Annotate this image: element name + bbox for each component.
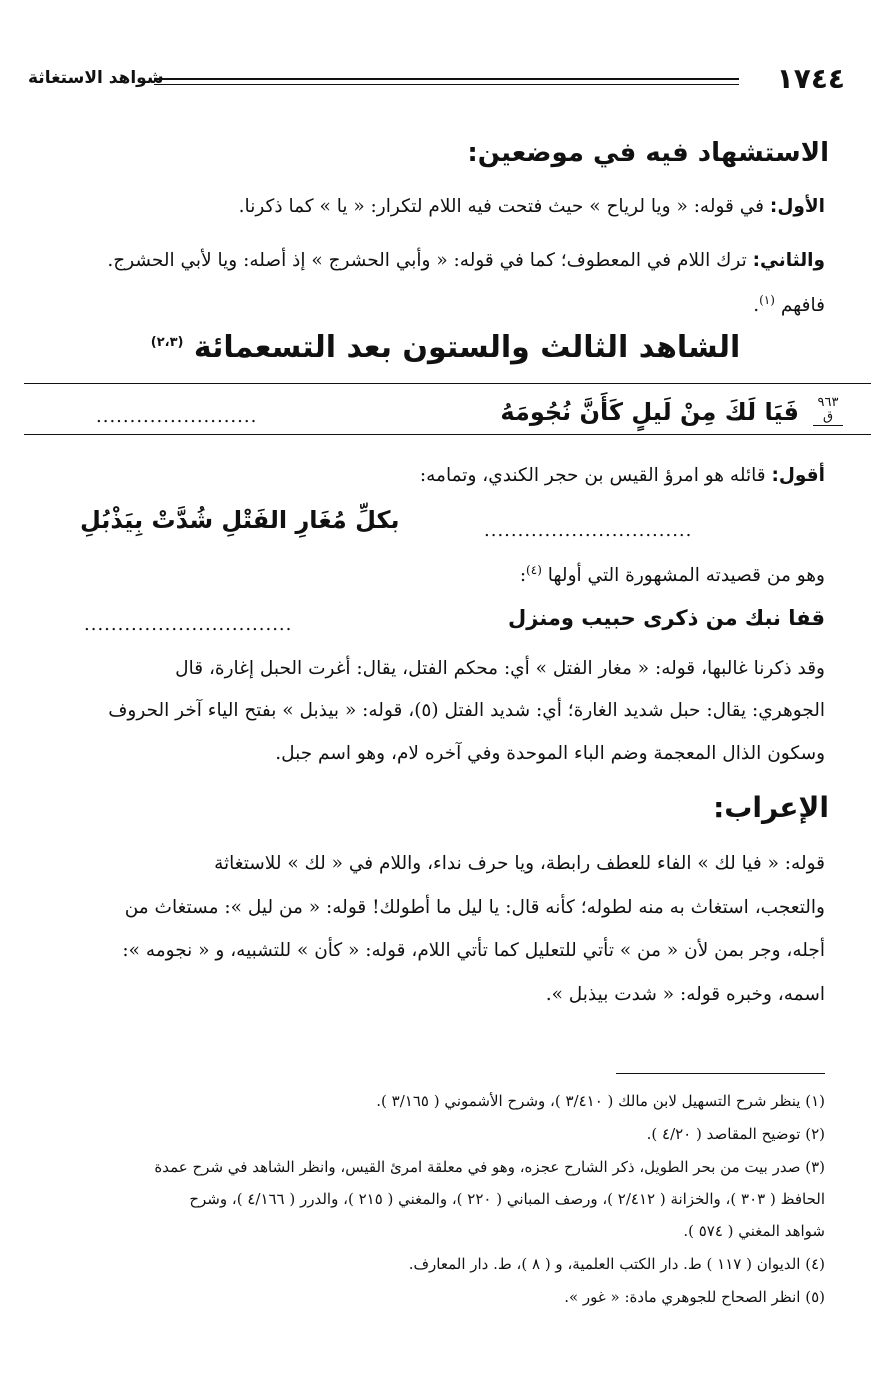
footnote-4: (٤) الديوان ( ١١٧ ) ط. دار الكتب العلمية، و ( ٨ )، ط. دار المعارف. [408, 1255, 825, 1273]
header-rule [154, 78, 739, 85]
poem-intro [50, 561, 825, 590]
verse-number-bottom: ق [822, 409, 834, 425]
footnote-rule [616, 1073, 825, 1074]
second-point [50, 247, 825, 275]
footnote-3-end: شواهد المغني ( ٥٧٤ ). [683, 1222, 825, 1240]
footnote-3: (٣) صدر بيت من بحر الطويل، ذكر الشارح عجزه، وهو في معلقة امرئ القيس، وانظر الشاهد في شرح عمدة [154, 1158, 825, 1176]
poem-first-verse-dots: ............................... [84, 614, 293, 635]
section-title-text: الشاهد الثالث والستون بعد التسعمائة [193, 330, 741, 365]
explanation-line-3: وسكون الذال المعجمة وضم الباء الموحدة وفي آخره لام، وهو اسم جبل. [275, 743, 825, 764]
intro-line [50, 462, 825, 490]
second-cont-text: فافهم [780, 295, 825, 317]
first-label: الأول: [769, 196, 825, 217]
explanation-line-2: الجوهري: يقال: حبل شديد الغارة؛ أي: شديد الفتل (٥)، قوله: « بيذبل » بفتح الياء آخر الحروف [108, 700, 825, 721]
parsing-line-3: أجله، وجر بمن لأن « من » تأتي للتعليل كما تأتي اللام، قوله: « كأن » للتشبيه، و « نجومه »: [122, 940, 825, 961]
second-text: ترك اللام في المعطوف؛ كما في قوله: « وأبي الحشرج » إذ أصله: ويا لأبي الحشرج. [107, 250, 747, 271]
parsing-line-2: والتعجب، استغاث به منه لطوله؛ كأنه قال: يا ليل ما أطولك! قوله: « من ليل »: مستغاث من [124, 897, 825, 918]
verse-rule-top [24, 383, 871, 384]
intro-label: أقول: [771, 465, 825, 486]
footnote-3-cont: الحافظ ( ٣٠٣ )، والخزانة ( ٢/٤١٢ )، ورصف المباني ( ٢٢٠ )، والمغني ( ٢١٥ )، والدرر ( ٤/١٦٦ )، وشرح [189, 1190, 825, 1208]
footnote-1: (١) ينظر شرح التسهيل لابن مالك ( ٣/٤١٠ )، وشرح الأشموني ( ٣/١٦٥ ). [376, 1092, 825, 1110]
explanation-line-1: وقد ذكرنا غالبها، قوله: « مغار الفتل » أي: محكم الفتل، يقال: أغرت الحبل إغارة، قال [175, 658, 825, 679]
verse-number-top: ٩٦٣ [817, 395, 839, 410]
first-point [50, 193, 825, 221]
footnote-5: (٥) انظر الصحاح للجوهري مادة: « غور ». [564, 1288, 825, 1306]
parsing-line-4: اسمه، وخبره قوله: « شدت بيذبل ». [545, 984, 825, 1005]
section-title-ref: (٢،٣) [150, 335, 184, 350]
completion-dots: ............................... [484, 520, 693, 541]
footnote-2: (٢) توضيح المقاصد ( ٤/٢٠ ). [646, 1125, 825, 1143]
intro-text: قائله هو امرؤ القيس بن حجر الكندي، وتمامه: [419, 465, 766, 486]
parsing-line-1: قوله: « فيا لك » الفاء للعطف رابطة، ويا حرف نداء، واللام في « لك » للاستغاثة [214, 853, 825, 874]
parsing-heading: الإعراب: [713, 791, 829, 824]
section-title [0, 330, 891, 365]
second-point-cont: فافهم $^{(١)}$. [753, 293, 825, 317]
verse-text: فَيَا لَكَ مِنْ لَيلٍ كَأَنَّ نُجُومَهُ [500, 398, 799, 426]
completion-verse: بكلِّ مُغَارِ الفَتْلِ شُدَّتْ بِيَذْبُلِ [80, 506, 400, 534]
footnote-ref-4: (٤) [526, 563, 542, 577]
page-number: ١٧٤٤ [776, 62, 845, 95]
poem-intro-colon: : [519, 565, 527, 587]
poem-first-verse: قفا نبك من ذكرى حبيب ومنزل [508, 606, 825, 630]
running-title: شواهد الاستغاثة [28, 68, 164, 88]
second-label: والثاني: [752, 250, 825, 271]
poem-intro-text: وهو من قصيدته المشهورة التي أولها [547, 565, 825, 587]
verse-dots: ........................ [96, 406, 258, 427]
footnote-ref-1: (١) [759, 293, 775, 307]
witness-heading: الاستشهاد فيه في موضعين: [467, 138, 829, 168]
verse-rule-bottom [24, 434, 871, 435]
verse-number [813, 396, 843, 426]
first-text: في قوله: « ويا لرياح » حيث فتحت فيه اللام لتكرار: « يا » كما ذكرنا. [238, 196, 765, 217]
